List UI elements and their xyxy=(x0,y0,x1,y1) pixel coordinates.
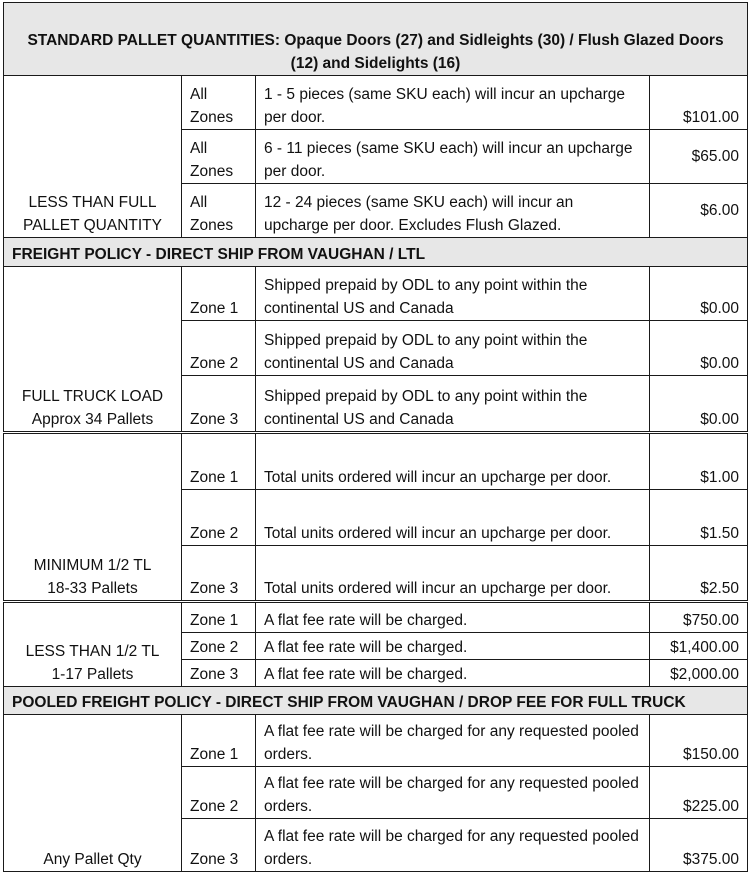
price-cell: $2,000.00 xyxy=(650,660,748,687)
description-cell: A flat fee rate will be charged. xyxy=(256,633,650,660)
price-cell: $0.00 xyxy=(650,376,748,433)
group-label-minimum-half-tl xyxy=(4,433,182,602)
description-cell: Shipped prepaid by ODL to any point within the continental US and Canada xyxy=(256,267,650,321)
description-cell: Shipped prepaid by ODL to any point within the continental US and Canada xyxy=(256,376,650,433)
price-cell: $0.00 xyxy=(650,321,748,376)
pooled-freight-heading: POOLED FREIGHT POLICY - DIRECT SHIP FROM VAUGHAN / DROP FEE FOR FULL TRUCK xyxy=(4,687,748,715)
price-cell: $750.00 xyxy=(650,602,748,633)
zone-cell: Zone 2 xyxy=(182,321,256,376)
zone-cell: Zone 3 xyxy=(182,660,256,687)
zone-cell: Zone 3 xyxy=(182,546,256,602)
table-row xyxy=(4,76,748,130)
table-row xyxy=(4,715,748,767)
table-row xyxy=(4,602,748,633)
group-label-line1: MINIMUM 1/2 TL xyxy=(33,557,152,574)
description-cell: A flat fee rate will be charged. xyxy=(256,602,650,633)
zone-cell: All Zones xyxy=(182,130,256,184)
zone-cell: Zone 1 xyxy=(182,602,256,633)
zone-cell: Zone 2 xyxy=(182,767,256,819)
description-cell: Total units ordered will incur an upcharge per door. xyxy=(256,433,650,490)
zone-cell: Zone 2 xyxy=(182,633,256,660)
zone-cell: All Zones xyxy=(182,76,256,130)
price-cell: $1.00 xyxy=(650,433,748,490)
price-cell: $65.00 xyxy=(650,130,748,184)
freight-policy-heading: FREIGHT POLICY - DIRECT SHIP FROM VAUGHAN / LTL xyxy=(4,238,748,267)
group-label-line1: FULL TRUCK LOAD xyxy=(21,388,164,405)
price-cell: $1,400.00 xyxy=(650,633,748,660)
price-cell: $1.50 xyxy=(650,490,748,546)
zone-cell: Zone 1 xyxy=(182,715,256,767)
price-cell: $101.00 xyxy=(650,76,748,130)
description-cell: 6 - 11 pieces (same SKU each) will incur an upcharge per door. xyxy=(256,130,650,184)
group-label-less-than-full-pallet: LESS THAN FULL PALLET QUANTITY xyxy=(4,76,182,238)
group-label-line1: LESS THAN 1/2 TL xyxy=(25,643,160,660)
description-cell: 1 - 5 pieces (same SKU each) will incur an upcharge per door. xyxy=(256,76,650,130)
title-row xyxy=(4,3,748,76)
group-label-any-pallet-qty: Any Pallet Qty xyxy=(4,715,182,872)
group-label-line2: 18-33 Pallets xyxy=(47,580,138,597)
zone-cell: Zone 3 xyxy=(182,376,256,433)
zone-cell: Zone 2 xyxy=(182,490,256,546)
table-title: STANDARD PALLET QUANTITIES: Opaque Doors (27) and Sidleights (30) / Flush Glazed Doors (12) and Sidelights (16) xyxy=(4,3,748,76)
description-cell: A flat fee rate will be charged for any requested pooled orders. xyxy=(256,715,650,767)
price-cell: $0.00 xyxy=(650,267,748,321)
price-cell: $2.50 xyxy=(650,546,748,602)
price-cell: $225.00 xyxy=(650,767,748,819)
table-row xyxy=(4,433,748,490)
pallet-freight-table xyxy=(3,2,748,872)
description-cell: Total units ordered will incur an upcharge per door. xyxy=(256,546,650,602)
group-label-full-truck-load xyxy=(4,267,182,433)
price-cell: $150.00 xyxy=(650,715,748,767)
description-cell: Shipped prepaid by ODL to any point within the continental US and Canada xyxy=(256,321,650,376)
description-cell: A flat fee rate will be charged for any requested pooled orders. xyxy=(256,767,650,819)
section-header-row xyxy=(4,687,748,715)
description-cell: Total units ordered will incur an upcharge per door. xyxy=(256,490,650,546)
zone-cell: Zone 1 xyxy=(182,433,256,490)
description-cell: A flat fee rate will be charged for any requested pooled orders. xyxy=(256,819,650,872)
description-cell: A flat fee rate will be charged. xyxy=(256,660,650,687)
group-label-line2: 1-17 Pallets xyxy=(51,666,134,683)
zone-cell: Zone 1 xyxy=(182,267,256,321)
zone-cell: Zone 3 xyxy=(182,819,256,872)
section-header-row xyxy=(4,238,748,267)
description-cell: 12 - 24 pieces (same SKU each) will incur an upcharge per door. Excludes Flush Glazed. xyxy=(256,184,650,238)
group-label-line2: Approx 34 Pallets xyxy=(31,411,154,428)
zone-cell: All Zones xyxy=(182,184,256,238)
price-cell: $375.00 xyxy=(650,819,748,872)
table-row xyxy=(4,267,748,321)
price-cell: $6.00 xyxy=(650,184,748,238)
group-label-less-than-half-tl xyxy=(4,602,182,687)
